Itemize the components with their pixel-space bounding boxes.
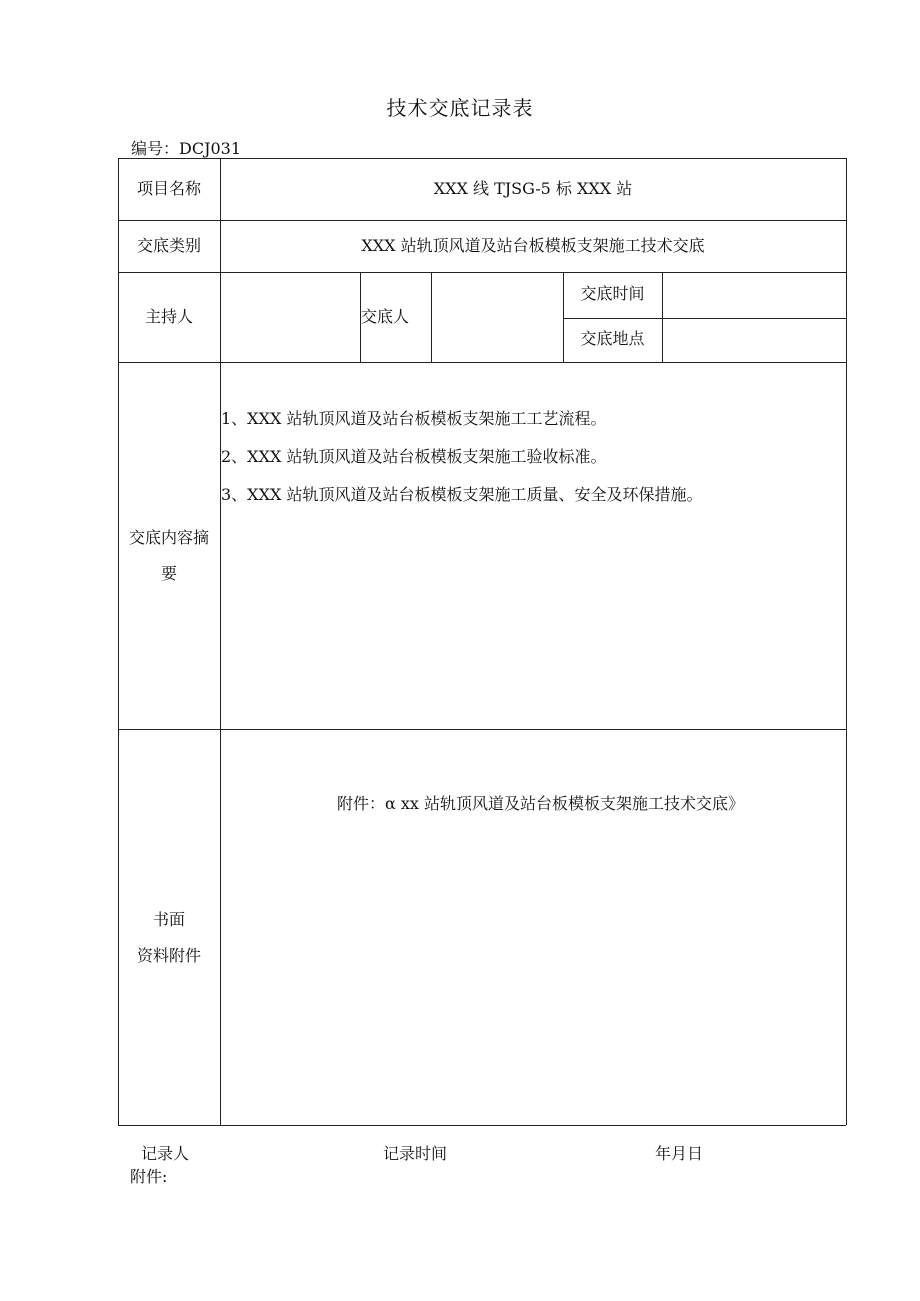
handover-time-label: 交底时间 (580, 284, 645, 303)
attachment-label-line1: 书面 (152, 910, 185, 929)
summary-item: 3、XXX 站轨顶风道及站台板模板支架施工质量、安全及环保措施。 (221, 485, 703, 504)
summary-label-line2: 要 (160, 564, 177, 583)
summary-label-line1: 交底内容摘 (128, 528, 209, 547)
table-border-right (846, 158, 847, 1125)
row-divider (118, 220, 846, 221)
attachment-label (118, 902, 220, 974)
presenter-label: 交底人 (361, 307, 410, 326)
table-border-bottom (118, 1125, 846, 1126)
attachment-value: 附件：α xx 站轨顶风道及站台板模板支架施工技术交底》 (337, 794, 745, 813)
handover-type-label: 交底类别 (136, 236, 201, 255)
row-divider (118, 362, 846, 363)
table-border-top (118, 158, 846, 159)
row-divider (563, 318, 846, 319)
page-title: 技术交底记录表 (386, 96, 534, 120)
attachment-label-line2: 资料附件 (136, 946, 201, 965)
column-divider (220, 158, 221, 1125)
summary-item: 1、XXX 站轨顶风道及站台板模板支架施工工艺流程。 (221, 409, 607, 428)
document-number: 编号：DCJ031 (131, 139, 242, 158)
record-time-label: 记录时间 (383, 1144, 448, 1163)
footer-attachment-label: 附件: (130, 1167, 168, 1186)
date-label: 年月日 (655, 1144, 704, 1163)
summary-item: 2、XXX 站轨顶风道及站台板模板支架施工验收标准。 (221, 447, 607, 466)
project-name-value: XXX 线 TJSG-5 标 XXX 站 (433, 179, 633, 198)
handover-place-label: 交底地点 (580, 329, 645, 348)
host-label: 主持人 (144, 307, 193, 326)
handover-type-value: XXX 站轨顶风道及站台板模板支架施工技术交底 (361, 236, 705, 255)
column-divider (431, 272, 432, 362)
column-divider (662, 272, 663, 362)
row-divider (118, 272, 846, 273)
project-name-label: 项目名称 (136, 179, 201, 198)
recorder-label: 记录人 (141, 1144, 190, 1163)
summary-label (118, 520, 220, 592)
table-border-left (118, 158, 119, 1125)
row-divider (118, 729, 846, 730)
